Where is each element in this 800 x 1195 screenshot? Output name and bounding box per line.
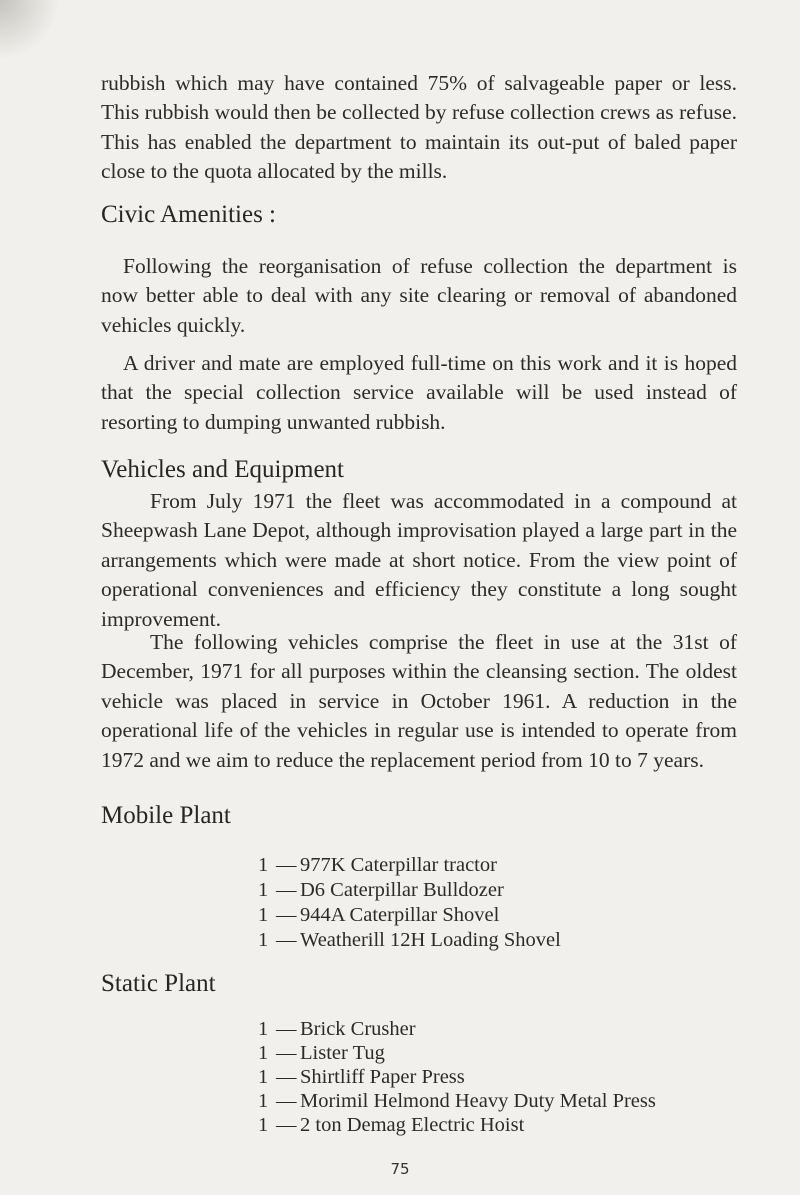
- scan-corner-shadow: [0, 0, 60, 60]
- static-plant-list: [258, 1017, 656, 1137]
- mobile-plant-list: [258, 853, 561, 953]
- list-item: 1 — Shirtliff Paper Press: [258, 1066, 465, 1088]
- list-item: 1 — 944A Caterpillar Shovel: [258, 904, 500, 926]
- list-item: 1 — D6 Caterpillar Bulldozer: [258, 879, 504, 901]
- list-item: 1 — 977K Caterpillar tractor: [258, 854, 497, 876]
- paragraph-fleet-list-intro: The following vehicles comprise the fleet in use at the 31st of December, 1971 for all purposes within the cleansing section. The oldest vehicle was placed in service in October 1961. A reduction in the operational life of the vehicles in regular use is intended to operate from 1972 and we aim to reduce the replacement period from 10 to 7 years.: [101, 630, 737, 772]
- heading-static-plant: Static Plant: [101, 970, 216, 997]
- heading-mobile-plant: Mobile Plant: [101, 802, 231, 829]
- list-item: 1 — Morimil Helmond Heavy Duty Metal Press: [258, 1090, 656, 1112]
- list-item: 1 — Weatherill 12H Loading Shovel: [258, 929, 561, 951]
- paragraph-driver-mate: A driver and mate are employed full-time on this work and it is hoped that the special collection service available will be used instead of resorting to dumping unwanted rubbish.: [101, 351, 737, 434]
- list-item: 1 — Brick Crusher: [258, 1018, 416, 1040]
- paragraph-reorganisation: Following the reorganisation of refuse collection the department is now better able to deal with any site clearing or removal of abandoned vehicles quickly.: [101, 254, 737, 337]
- paragraph-fleet-compound: From July 1971 the fleet was accommodated in a compound at Sheepwash Lane Depot, although improvisation played a large part in the arrangements which were made at short notice. From the view point of operational conveniences and efficiency they constitute a long sought improvement.: [101, 489, 737, 631]
- heading-civic-amenities: Civic Amenities :: [101, 201, 276, 228]
- heading-vehicles-equipment: Vehicles and Equipment: [101, 456, 344, 483]
- page-number: 75: [390, 1160, 410, 1178]
- list-item: 1 — 2 ton Demag Electric Hoist: [258, 1114, 525, 1136]
- paragraph-salvage: rubbish which may have contained 75% of salvageable paper or less. This rubbish would then be collected by refuse collection crews as refuse. This has enabled the department to maintain its out-put of baled paper close to the quota allocated by the mills.: [101, 71, 737, 184]
- list-item: 1 — Lister Tug: [258, 1042, 385, 1064]
